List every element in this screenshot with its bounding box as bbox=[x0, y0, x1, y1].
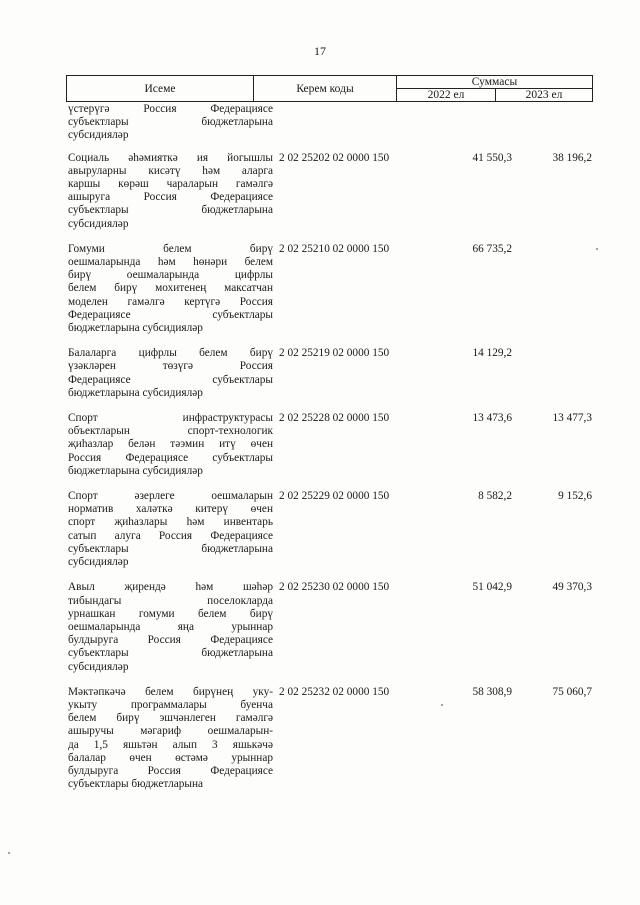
row-name-line: Мәктәпкәчә белем бирүнең уку- bbox=[68, 685, 273, 698]
header-code-label: Керем коды bbox=[296, 82, 354, 95]
row-name-line: субсидияләр bbox=[68, 129, 129, 142]
row-value-2023: 38 196,2 bbox=[552, 151, 592, 164]
row-code: 2 02 25219 02 0000 150 bbox=[279, 347, 390, 360]
row-name-line: сатып алуга Россия Федерациясе bbox=[68, 529, 273, 542]
row-code: 2 02 25228 02 0000 150 bbox=[279, 412, 390, 425]
row-name-line: үстерүгә Россия Федерациясе bbox=[68, 103, 273, 115]
row-name-line: Спорт әзерлеге оешмаларын bbox=[68, 490, 273, 503]
table-row bbox=[66, 152, 593, 243]
row-value-2023: 75 060,7 bbox=[552, 685, 592, 698]
row-name-line: ашыручы мәгариф оешмаларын- bbox=[68, 725, 273, 738]
header-name-label: Исеме bbox=[144, 82, 176, 95]
row-name-line: булдыруга Россия Федерациясе bbox=[68, 634, 273, 647]
row-name-line: урнашкан гомуми белем бирү bbox=[68, 607, 273, 620]
row-value-2023: 49 370,3 bbox=[552, 581, 592, 594]
header-year2-label: 2023 ел bbox=[525, 89, 563, 101]
row-value-2023: 13 477,3 bbox=[552, 412, 592, 425]
row-name-line: да 1,5 яшьтән алып 3 яшькәчә bbox=[68, 738, 273, 751]
header-year1-label: 2022 ел bbox=[427, 89, 465, 101]
row-name-line: объектларын спорт-технологик bbox=[68, 425, 273, 438]
row-name-line: балалар өчен өстәмә урыннар bbox=[68, 751, 273, 764]
row-name-line: Авыл җирендә һәм шәһәр bbox=[68, 581, 273, 594]
row-value-2023 bbox=[518, 103, 593, 143]
table-body bbox=[66, 103, 593, 803]
row-code: 2 02 25210 02 0000 150 bbox=[279, 242, 390, 255]
row-name-line: субъектлары бюджетларына bbox=[68, 778, 204, 791]
row-name-line: субъектлары бюджетларына bbox=[68, 204, 273, 217]
row-name-line: укыту программалары буенча bbox=[68, 698, 273, 711]
scan-speck bbox=[441, 704, 443, 706]
row-name-line: Федерациясе субъектлары bbox=[68, 308, 273, 321]
row-name-line: норматив халәткә китерү өчен bbox=[68, 503, 273, 516]
row-value-2023 bbox=[518, 243, 593, 335]
row-name-line: тибындагы поселокларда bbox=[68, 594, 273, 607]
row-name-line: субсидияләр bbox=[68, 217, 129, 230]
row-name bbox=[66, 490, 273, 569]
row-code: 2 02 25202 02 0000 150 bbox=[279, 151, 390, 164]
header-sum-label: Суммасы bbox=[471, 76, 518, 88]
row-name-line: бюджетларына субсидияләр bbox=[68, 464, 203, 477]
row-name-line: оешмаларында һәм һөнәри белем bbox=[68, 256, 273, 269]
row-name-line: оешмаларында яңа урыннар bbox=[68, 620, 273, 633]
row-name-line: бюджетларына субсидияләр bbox=[68, 322, 203, 335]
row-name-line: Россия Федерациясе субъектлары bbox=[68, 451, 273, 464]
row-name-line: белем бирү мохитенең максатчан bbox=[68, 282, 273, 295]
row-value-2022: 58 308,9 bbox=[472, 685, 512, 698]
table-header bbox=[66, 75, 593, 102]
row-name-line: моделен гамәлгә кертүгә Россия bbox=[68, 295, 273, 308]
row-name-line: белем бирү эшчәнлеген гамәлгә bbox=[68, 712, 273, 725]
row-name-line: булдыруга Россия Федерациясе bbox=[68, 764, 273, 777]
row-name-line: субсидияләр bbox=[68, 556, 129, 569]
row-value-2022: 8 582,2 bbox=[478, 490, 512, 503]
row-value-2023: 9 152,6 bbox=[558, 490, 592, 503]
row-name bbox=[66, 103, 273, 143]
row-name-line: Гомуми белем бирү bbox=[68, 242, 273, 255]
row-name-line: Федерациясе субъектлары bbox=[68, 373, 273, 386]
row-name-line: каршы көрәш чараларын гамәлгә bbox=[68, 178, 273, 191]
row-name bbox=[66, 347, 273, 400]
scan-speck bbox=[8, 852, 10, 854]
row-value-2022: 51 042,9 bbox=[472, 581, 512, 594]
row-name-line: субъектлары бюджетларына bbox=[68, 116, 273, 129]
table-row bbox=[66, 103, 593, 152]
row-name bbox=[66, 152, 273, 231]
row-name bbox=[66, 412, 273, 478]
row-name-line: җиһазлар белән тәэмин итү өчен bbox=[68, 438, 273, 451]
row-value-2022: 66 735,2 bbox=[472, 242, 512, 255]
row-name-line: Спорт инфраструктурасы bbox=[68, 412, 273, 425]
table-row bbox=[66, 412, 593, 490]
row-name-line: авыруларны кисәтү һәм аларга bbox=[68, 164, 273, 177]
row-name-line: бюджетларына субсидияләр bbox=[68, 386, 203, 399]
table-row bbox=[66, 581, 593, 685]
row-code: 2 02 25232 02 0000 150 bbox=[279, 685, 390, 698]
row-code: 2 02 25229 02 0000 150 bbox=[279, 490, 390, 503]
row-value-2022: 14 129,2 bbox=[472, 347, 512, 360]
scan-speck bbox=[596, 248, 598, 250]
row-code: 2 02 25230 02 0000 150 bbox=[279, 581, 390, 594]
row-name-line: субъектлары бюджетларына bbox=[68, 542, 273, 555]
row-name-line: субсидияләр bbox=[68, 660, 129, 673]
row-name bbox=[66, 686, 273, 792]
page-number: 17 bbox=[314, 44, 326, 58]
row-name-line: бирү оешмаларында цифрлы bbox=[68, 269, 273, 282]
table-row bbox=[66, 347, 593, 412]
row-value-2022 bbox=[403, 103, 518, 143]
row-name-line: спорт җиһазлары һәм инвентарь bbox=[68, 516, 273, 529]
row-name bbox=[66, 243, 273, 335]
table-row bbox=[66, 243, 593, 347]
row-value-2022: 13 473,6 bbox=[472, 412, 512, 425]
table-row bbox=[66, 490, 593, 581]
table-row bbox=[66, 686, 593, 804]
row-value-2022: 41 550,3 bbox=[472, 151, 512, 164]
row-name-line: Балаларга цифрлы белем бирү bbox=[68, 347, 273, 360]
row-value-2023 bbox=[518, 347, 593, 400]
row-name-line: субъектлары бюджетларына bbox=[68, 647, 273, 660]
row-name-line: ашыруга Россия Федерациясе bbox=[68, 191, 273, 204]
row-code bbox=[273, 103, 403, 143]
row-name-line: Социаль әһәмияткә ия йогышлы bbox=[68, 151, 273, 164]
row-name-line: үзәкләрен төзүгә Россия bbox=[68, 360, 273, 373]
row-name bbox=[66, 581, 273, 673]
